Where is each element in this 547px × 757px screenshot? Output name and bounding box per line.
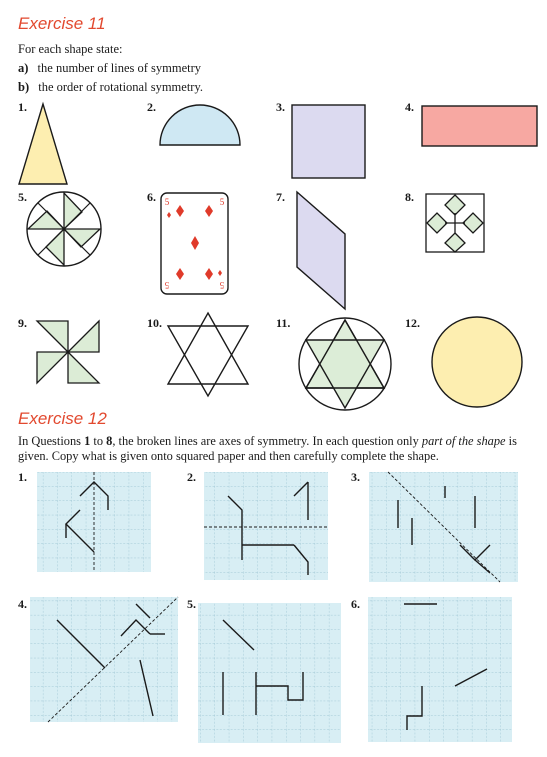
part-a-text: the number of lines of symmetry: [37, 61, 202, 75]
question-number-1: 1.: [18, 470, 27, 484]
card-corner-numeral: 5: [164, 197, 170, 207]
question-number-6: 6.: [351, 597, 360, 611]
grid-question-3: [369, 472, 518, 582]
shape-number-9: 9.: [18, 316, 27, 330]
shape-number-10: 10.: [147, 316, 162, 330]
question-number-5: 5.: [187, 597, 196, 611]
instr-emph: part of the shape: [421, 434, 506, 448]
instr-q1: 1: [84, 434, 91, 448]
shape-number-8: 8.: [405, 190, 414, 204]
shape-number-12: 12.: [405, 316, 420, 330]
instr-text-b: to: [90, 434, 107, 448]
grid-question-2: [204, 472, 328, 580]
grid-question-5: [198, 603, 341, 743]
exercise-12-heading: Exercise 12: [18, 409, 107, 428]
question-number-4: 4.: [18, 597, 27, 611]
card-corner-numeral: 5: [219, 280, 225, 290]
shape-number-5: 5.: [18, 190, 27, 204]
part-a-label: a): [18, 61, 29, 75]
question-number-3: 3.: [351, 470, 360, 484]
exercise-11-intro: For each shape state:: [18, 42, 123, 56]
grid-question-1: [37, 472, 151, 572]
shape-number-1: 1.: [18, 100, 27, 114]
shape-number-2: 2.: [147, 100, 156, 114]
exercise-11-heading: Exercise 11: [18, 14, 106, 33]
card-corner-numeral: 5: [219, 197, 225, 207]
instr-text-c: , the broken lines are axes of symmetry. In each question only: [112, 434, 422, 448]
shape-number-4: 4.: [405, 100, 414, 114]
instr-q8: 8: [106, 434, 113, 448]
shape-number-7: 7.: [276, 190, 285, 204]
shape-number-3: 3.: [276, 100, 285, 114]
question-number-2: 2.: [187, 470, 196, 484]
shape-number-11: 11.: [276, 316, 291, 330]
part-b-text: the order of rotational symmetry.: [38, 80, 204, 94]
grid-question-6: [368, 597, 512, 742]
shape-number-6: 6.: [147, 190, 156, 204]
part-b-label: b): [18, 80, 30, 94]
instr-text-d: is given. Copy what is given onto squared paper and then carefully complete the shape.: [18, 434, 517, 463]
card-corner-numeral: 5: [164, 280, 170, 290]
grid-question-4: [30, 597, 178, 722]
instr-text-a: In Questions: [18, 434, 85, 448]
